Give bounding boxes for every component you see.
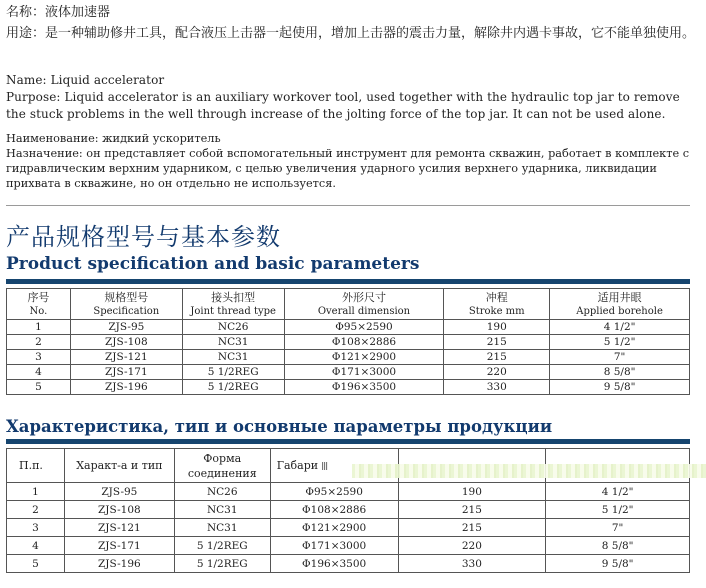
table-cell: 5 1/2" [550, 335, 690, 350]
table-cell: 2 [7, 335, 71, 350]
table-cell: 5 1/2REG [182, 365, 284, 380]
table-cell: ZJS-196 [70, 380, 182, 395]
table-cell: ZJS-95 [70, 320, 182, 335]
table-cell: NC31 [182, 350, 284, 365]
table-cell: Φ171×3000 [284, 365, 444, 380]
table-cell: 190 [398, 483, 546, 501]
table-cell: NC31 [182, 335, 284, 350]
table-cell: ZJS-108 [64, 501, 174, 519]
header-cell: 外形尺寸 Overall dimension [284, 289, 444, 320]
table-cell: Φ196×3500 [284, 380, 444, 395]
header-cell: 适用井眼 Applied borehole [550, 289, 690, 320]
table-cell: Φ171×3000 [270, 537, 398, 555]
en-name-line: Name: Liquid accelerator [6, 73, 165, 87]
ru-purpose-line: Назначение: он представляет собой вспомогательный инструмент для ремонта скважин, работает в комплекте с гидравлическим верхним ударником, с целью увеличения ударного усилия верхнего ударника, ликвидации прихвата в скважине, но он отдельно не используется. [6, 147, 690, 190]
header-cell-text: Габари [276, 459, 319, 472]
table-cell: Φ108×2886 [284, 335, 444, 350]
table-cell: 4 1/2" [550, 320, 690, 335]
table-cell: ZJS-171 [70, 365, 182, 380]
table-cell: 215 [398, 501, 546, 519]
table-cell: 7" [546, 519, 690, 537]
table-cell: 215 [398, 519, 546, 537]
table-cell: 5 1/2REG [174, 555, 270, 573]
table-cell: 3 [7, 519, 65, 537]
table-row [7, 519, 690, 537]
table-row [7, 380, 690, 395]
scan-artifact-strip [352, 464, 706, 478]
intro-english [6, 72, 702, 123]
table-cell: Φ95×2590 [284, 320, 444, 335]
table-cell: Φ121×2900 [270, 519, 398, 537]
table-cell: 8 5/8" [546, 537, 690, 555]
table-cell: 215 [444, 335, 550, 350]
table-cell: Φ196×3500 [270, 555, 398, 573]
table-cell: 5 1/2" [546, 501, 690, 519]
table-cell: NC26 [174, 483, 270, 501]
table-row [7, 335, 690, 350]
table-cell: Φ108×2886 [270, 501, 398, 519]
table-cell: 220 [444, 365, 550, 380]
table-row [7, 483, 690, 501]
table-cell: 5 [7, 380, 71, 395]
table-cell: 8 5/8" [550, 365, 690, 380]
intro-russian [6, 131, 702, 191]
table-cell: NC26 [182, 320, 284, 335]
table-cell: 5 1/2REG [182, 380, 284, 395]
cn-purpose-line: 用途：是一种辅助修井工具，配合液压上击器一起使用，增加上击器的震击力量，解除井内遇卡事故，它不能单独使用。 [6, 26, 696, 41]
table-row [7, 365, 690, 380]
table-cell: 1 [7, 320, 71, 335]
table-cell: ZJS-196 [64, 555, 174, 573]
table-cell: 330 [444, 380, 550, 395]
table-cell: ZJS-121 [70, 350, 182, 365]
table-cell: 3 [7, 350, 71, 365]
spec-table-cn-en [6, 288, 690, 395]
header-cell: 规格型号 Specification [70, 289, 182, 320]
table-row [7, 501, 690, 519]
spec-title-english: Product specification and basic parameters [6, 254, 420, 274]
header-cell: П.п. [7, 449, 65, 483]
header-cell: 接头扣型 Joint thread type [182, 289, 284, 320]
table-row [7, 350, 690, 365]
title-underline-bar [6, 279, 690, 284]
table-cell: NC31 [174, 519, 270, 537]
table-cell: Φ95×2590 [270, 483, 398, 501]
spec-title-chinese: 产品规格型号与基本参数 [6, 223, 281, 251]
spec-title-russian: Характеристика, тип и основные параметры продукции [6, 417, 553, 436]
table-cell: 9 5/8" [546, 555, 690, 573]
table-cell: Φ121×2900 [284, 350, 444, 365]
header-cell: 冲程 Stroke mm [444, 289, 550, 320]
table-row [7, 555, 690, 573]
table-cell: ZJS-171 [64, 537, 174, 555]
header-cell: 序号 No. [7, 289, 71, 320]
ru-name-line: Наименование: жидкий ускоритель [6, 132, 221, 145]
title-underline-bar [6, 439, 690, 444]
table-cell: ZJS-108 [70, 335, 182, 350]
table-cell: 2 [7, 501, 65, 519]
en-purpose-line: Purpose: Liquid accelerator is an auxiliary workover tool, used together with the hydraulic top jar to remove the stuck problems in the well through increase of the jolting force of the top jar. It can not be used alone. [6, 90, 680, 121]
table-cell: 4 [7, 537, 65, 555]
table-cell: NC31 [174, 501, 270, 519]
table-cell: 190 [444, 320, 550, 335]
scan-artifact [322, 462, 328, 470]
table-cell: 330 [398, 555, 546, 573]
table-cell: 9 5/8" [550, 380, 690, 395]
table-cell: ZJS-95 [64, 483, 174, 501]
table-cell: 215 [444, 350, 550, 365]
table-row [7, 320, 690, 335]
section-divider [6, 205, 690, 206]
table-cell: 1 [7, 483, 65, 501]
table-header-row [7, 289, 690, 320]
table-cell: 4 [7, 365, 71, 380]
table-row [7, 537, 690, 555]
header-cell: Характ-а и тип [64, 449, 174, 483]
cn-name-line: 名称：液体加速器 [6, 5, 111, 20]
table-cell: 7" [550, 350, 690, 365]
intro-chinese [6, 2, 702, 44]
table-cell: ZJS-121 [64, 519, 174, 537]
header-cell: Форма соединения [174, 449, 270, 483]
table-cell: 5 1/2REG [174, 537, 270, 555]
table-cell: 220 [398, 537, 546, 555]
table-cell: 5 [7, 555, 65, 573]
table-cell: 4 1/2" [546, 483, 690, 501]
